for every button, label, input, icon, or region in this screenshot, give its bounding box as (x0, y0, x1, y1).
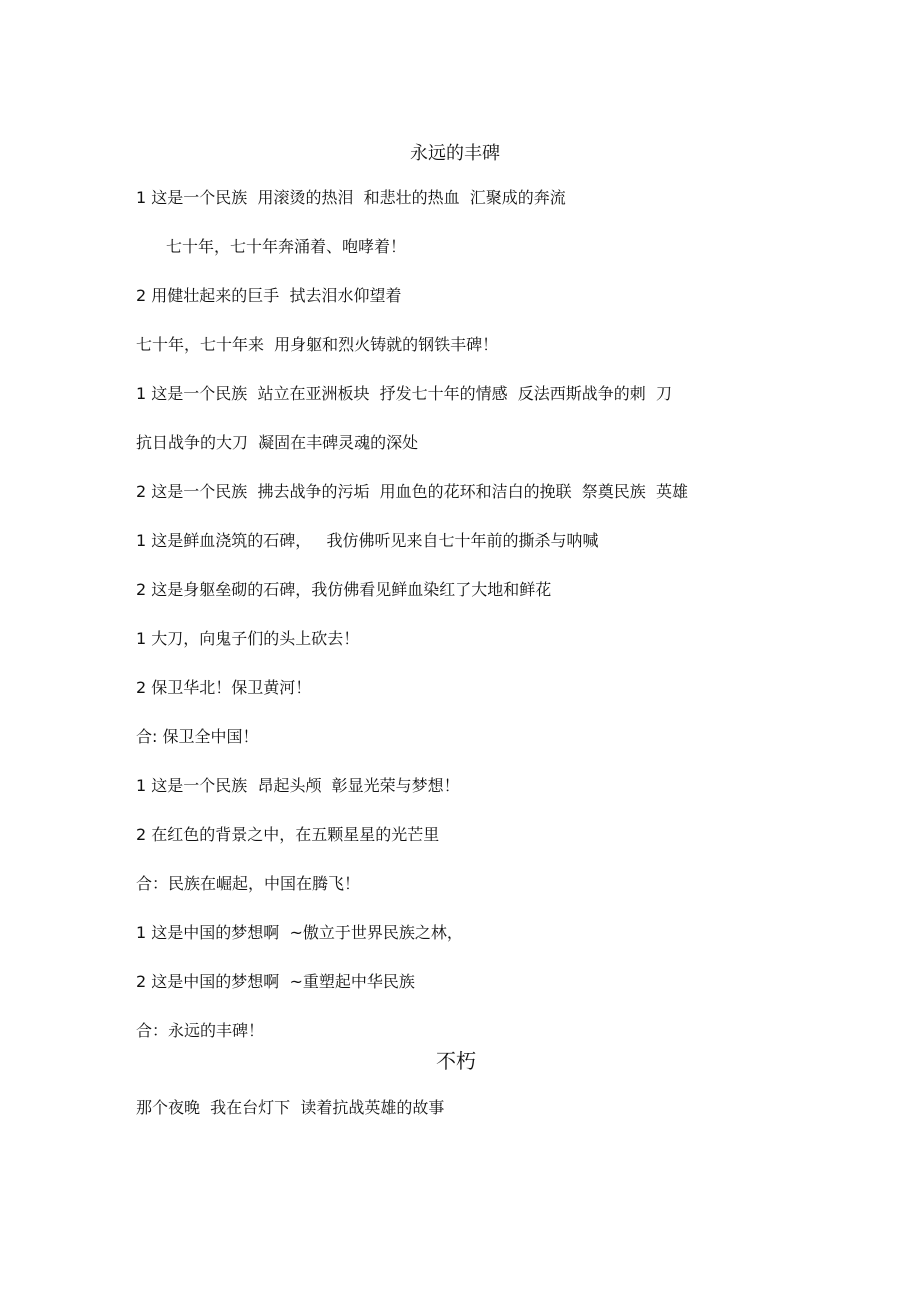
poem1-title: 永远的丰碑 (410, 143, 500, 164)
poem1-line: 1 这是中国的梦想啊 ~傲立于世界民族之林， (136, 923, 463, 942)
poem1-line: 2 这是一个民族 拂去战争的污垢 用血色的花环和洁白的挽联 祭奠民族 英雄 (136, 482, 688, 501)
poem1-line: 2 在红色的背景之中，在五颗星星的光芒里 (136, 825, 440, 844)
poem1-line: 2 这是身躯垒砌的石碑，我仿佛看见鲜血染红了大地和鲜花 (136, 580, 552, 599)
poem1-line: 合：永远的丰碑！ (136, 1021, 265, 1040)
poem1-line: 七十年，七十年来 用身躯和烈火铸就的钢铁丰碑！ (136, 335, 499, 354)
poem2-line: 那个夜晚 我在台灯下 读着抗战英雄的故事 (136, 1098, 445, 1117)
poem1-line: 2 保卫华北！保卫黄河！ (136, 678, 312, 697)
poem1-line: 2 这是中国的梦想啊 ~重塑起中华民族 (136, 972, 415, 991)
poem1-line: 2 用健壮起来的巨手 拭去泪水仰望着 (136, 286, 402, 305)
poem1-line: 合：民族在崛起，中国在腾飞！ (136, 874, 361, 893)
poem1-line: 1 大刀，向鬼子们的头上砍去！ (136, 629, 360, 648)
poem2-title: 不朽 (436, 1049, 476, 1073)
poem1-line: 1 这是一个民族 昂起头颅 彰显光荣与梦想！ (136, 776, 460, 795)
poem1-line: 抗日战争的大刀 凝固在丰碑灵魂的深处 (136, 433, 419, 452)
poem1-line: 1 这是鲜血浇筑的石碑， 我仿佛听见来自七十年前的撕杀与呐喊 (136, 531, 599, 550)
poem1-line: 1 这是一个民族 用滚烫的热泪 和悲壮的热血 汇聚成的奔流 (136, 188, 566, 207)
poem1-line: 1 这是一个民族 站立在亚洲板块 抒发七十年的情感 反法西斯战争的刺 刀 (136, 384, 672, 403)
poem1-line: 合: 保卫全中国！ (136, 727, 259, 746)
poem1-line: 七十年，七十年奔涌着、咆哮着！ (166, 237, 407, 256)
